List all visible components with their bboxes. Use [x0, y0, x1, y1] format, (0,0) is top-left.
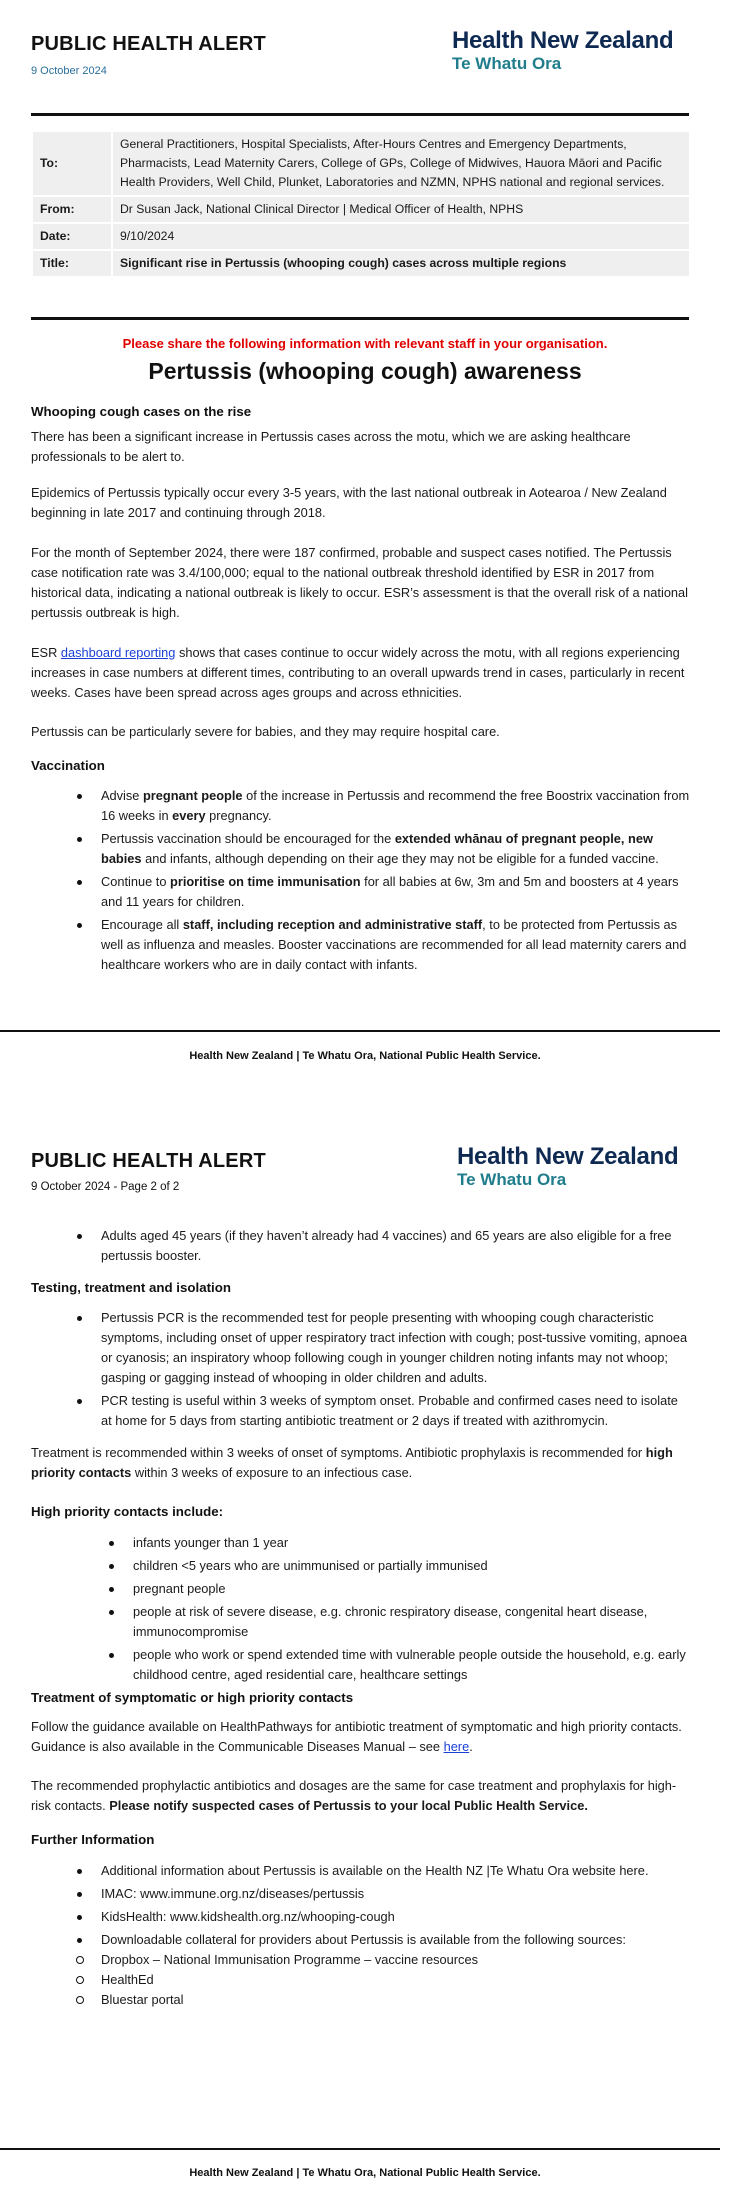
alert-date: 9 October 2024: [31, 65, 107, 77]
logo-health-nz: Health New Zealand: [457, 1143, 679, 1170]
alert-date-page: 9 October 2024 - Page 2 of 2: [31, 1181, 180, 1193]
page-2: [0, 1120, 730, 2192]
section-heading-contacts: High priority contacts include:: [31, 1504, 224, 1519]
section-heading-testing: Testing, treatment and isolation: [31, 1280, 231, 1295]
header-rule: [31, 113, 689, 116]
list-item: Additional information about Pertussis is available on the Health NZ |Te Whatu Ora website here.: [101, 1861, 691, 1881]
logo-health-nz: Health New Zealand: [452, 27, 674, 54]
paragraph-epidemics: Epidemics of Pertussis typically occur every 3-5 years, with the last national outbreak in Aotearoa / New Zealand beginning in late 2017 and continuing through 2018.: [31, 485, 667, 520]
paragraph-prophylactic: The recommended prophylactic antibiotics and dosages are the same for case treatment and prophylaxis for high-risk contacts. Please notify suspected cases of Pertussis to your local Public Health Service.: [31, 1778, 677, 1813]
contact-item: infants younger than 1 year: [133, 1533, 691, 1553]
date-label: Date:: [33, 224, 111, 249]
recipient-table: [31, 130, 691, 278]
share-note: Please share the following information with relevant staff in your organisation.: [122, 336, 608, 351]
title-row: [33, 251, 689, 276]
alert-title: PUBLIC HEALTH ALERT: [31, 33, 266, 55]
booster-list: [31, 1226, 691, 1269]
page-1: [0, 0, 730, 1085]
healthed-link[interactable]: HealthEd: [101, 1972, 154, 1987]
imac-link[interactable]: www.immune.org.nz/diseases/pertussis: [140, 1886, 365, 1901]
logo-te-whatu-ora: Te Whatu Ora: [457, 1170, 567, 1189]
kidshealth-link[interactable]: www.kidshealth.org.nz/whooping-cough: [170, 1909, 395, 1924]
dropbox-link[interactable]: Dropbox – National Immunisation Programme – vaccine resources: [101, 1952, 478, 1967]
from-value: Dr Susan Jack, National Clinical Director | Medical Officer of Health, NPHS: [113, 197, 689, 222]
title-label: Title:: [33, 251, 111, 276]
contact-item: people at risk of severe disease, e.g. chronic respiratory disease, congenital heart disease, immunocompromise: [133, 1602, 691, 1642]
to-value: General Practitioners, Hospital Specialists, After-Hours Centres and Emergency Departments, Pharmacists, Lead Maternity Carers, College of GPs, College of Midwives, Hauora Māori and Pacific Health Providers, Well Child, Plunket, Laboratories and NZMN, NPHS national and regional services.: [113, 132, 689, 195]
dashboard-reporting-link[interactable]: dashboard reporting: [60, 645, 176, 660]
paragraph-healthpathways: Follow the guidance available on HealthPathways for antibiotic treatment of symptomatic and high priority contacts. Guidance is also available in the Communicable Diseases Manual – see here.: [31, 1719, 682, 1754]
paragraph-increase: There has been a significant increase in Pertussis cases across the motu, which we are asking healthcare professionals to be alert to.: [31, 429, 631, 464]
paragraph-september: For the month of September 2024, there were 187 confirmed, probable and suspect cases notified. The Pertussis case notification rate was 3.4/100,000; equal to the national outbreak threshold identified by ESR in 2017 from historical data, indicating a national outbreak is likely to occur. ESR’s assessment is that the overall risk of a national pertussis outbreak is high.: [31, 545, 689, 620]
title-value: Significant rise in Pertussis (whooping cough) cases across multiple regions: [113, 251, 689, 276]
contact-item: people who work or spend extended time with vulnerable people outside the household, e.g. early childhood centre, aged residential care, healthcare settings: [133, 1645, 691, 1685]
section-heading-treatment: Treatment of symptomatic or high priority contacts: [31, 1690, 354, 1705]
from-row: [33, 197, 689, 222]
section-heading-further: Further Information: [31, 1832, 155, 1847]
section-heading-vaccination: Vaccination: [31, 758, 105, 773]
list-item: IMAC: www.immune.org.nz/diseases/pertussis: [101, 1884, 691, 1904]
list-item: Advise pregnant people of the increase in Pertussis and recommend the free Boostrix vaccination from 16 weeks in every pregnancy.: [101, 786, 691, 826]
main-title: Pertussis (whooping cough) awareness: [148, 358, 582, 384]
cd-manual-link[interactable]: here: [443, 1739, 470, 1754]
list-item: Continue to prioritise on time immunisation for all babies at 6w, 3m and 5m and boosters at 4 years and 11 years for children.: [101, 872, 691, 912]
paragraph-esr: ESR dashboard reporting shows that cases continue to occur widely across the motu, with all regions experiencing increases in case numbers at different times, contributing to an overall upwards trend in cases, particularly in recent weeks. Cases have been spread across ages groups and across ethnicities.: [31, 645, 685, 700]
to-row: [33, 132, 689, 195]
section-heading-cases: Whooping cough cases on the rise: [31, 404, 252, 419]
list-item: [101, 1950, 691, 1970]
contact-item: children <5 years who are unimmunised or partially immunised: [133, 1556, 691, 1576]
table-rule: [31, 317, 689, 320]
paragraph-severe: Pertussis can be particularly severe for babies, and they may require hospital care.: [31, 724, 500, 739]
list-item: Encourage all staff, including reception and administrative staff, to be protected from Pertussis as well as influenza and measles. Booster vaccinations are recommended for all lead maternity carers and healthcare workers who are in daily contact with infants.: [101, 915, 691, 975]
health-nz-here-link[interactable]: here: [619, 1863, 645, 1878]
paragraph-treatment: Treatment is recommended within 3 weeks of onset of symptoms. Antibiotic prophylaxis is recommended for high priority contacts within 3 weeks of exposure to an infectious case.: [31, 1445, 673, 1480]
bluestar-link[interactable]: Bluestar portal: [101, 1992, 184, 2007]
list-item: KidsHealth: www.kidshealth.org.nz/whooping-cough: [101, 1907, 691, 1927]
contact-item: pregnant people: [133, 1579, 691, 1599]
testing-list: [31, 1308, 691, 1434]
list-item: [101, 1990, 691, 2010]
list-item: [101, 1970, 691, 1990]
vaccination-list: [31, 786, 691, 978]
list-item: Pertussis PCR is the recommended test for people presenting with whooping cough characteristic symptoms, including onset of upper respiratory tract infection with cough; post-tussive vomiting, apnoea or cyanosis; an inspiratory whoop following cough in younger children noting infants may not whoop; gasping or gagging instead of whooping in older children and adults.: [101, 1308, 691, 1388]
alert-title: PUBLIC HEALTH ALERT: [31, 1150, 266, 1172]
resource-links: [101, 1950, 691, 2010]
to-label: To:: [33, 132, 111, 195]
footer-rule: [0, 1030, 720, 1032]
date-row: [33, 224, 689, 249]
from-label: From:: [33, 197, 111, 222]
list-item: PCR testing is useful within 3 weeks of symptom onset. Probable and confirmed cases need to isolate at home for 5 days from starting antibiotic treatment or 2 days if treated with azithromycin.: [101, 1391, 691, 1431]
page-footer: Health New Zealand | Te Whatu Ora, National Public Health Service.: [189, 2167, 541, 2179]
list-item: Downloadable collateral for providers about Pertussis is available from the following sources: Dropbox – National Immunisation Programme – vaccine resources HealthEd Bluestar portal: [101, 1930, 691, 2010]
contacts-list: [31, 1533, 691, 1688]
footer-rule: [0, 2148, 720, 2150]
date-value: 9/10/2024: [113, 224, 689, 249]
further-list: [31, 1861, 691, 2013]
page-footer: Health New Zealand | Te Whatu Ora, National Public Health Service.: [189, 1050, 541, 1062]
page-gap: [0, 1085, 730, 1120]
list-item: Adults aged 45 years (if they haven’t already had 4 vaccines) and 65 years are also eligible for a free pertussis booster.: [101, 1226, 691, 1266]
list-item: Pertussis vaccination should be encouraged for the extended whānau of pregnant people, new babies and infants, although depending on their age they may not be eligible for a funded vaccine.: [101, 829, 691, 869]
logo-te-whatu-ora: Te Whatu Ora: [452, 54, 562, 73]
